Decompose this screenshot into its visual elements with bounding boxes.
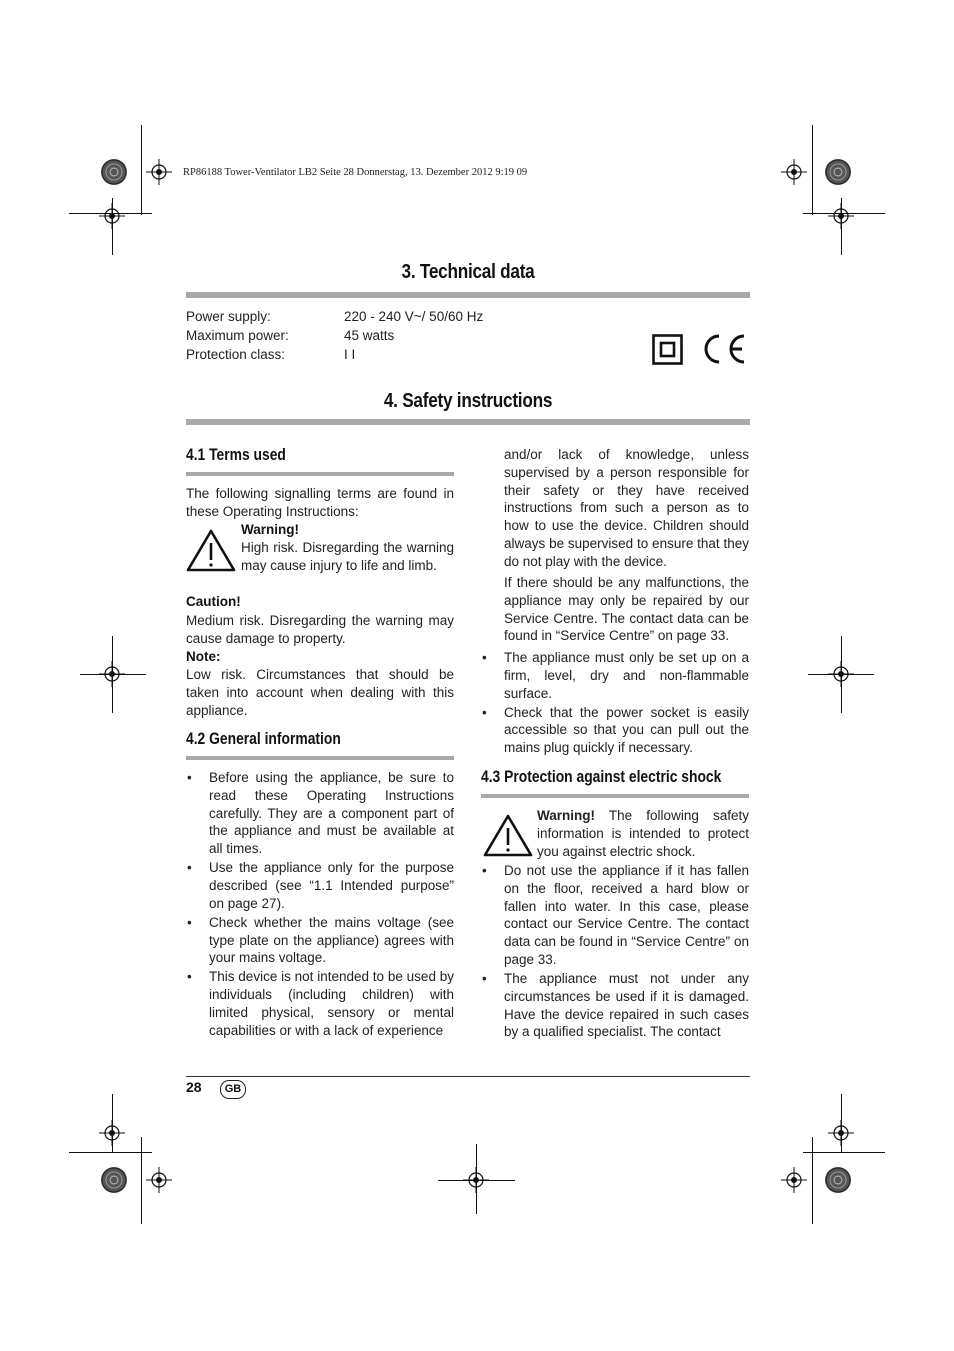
protection-class-ii-icon (652, 334, 684, 366)
tech-label: Maximum power: (186, 328, 289, 343)
warning-text: High risk. Disregarding the warning may cause injury to life and limb. (241, 540, 454, 573)
tech-value: 45 watts (344, 328, 395, 343)
terms-intro: The following signalling terms are found in these Operating Instructions: (186, 486, 454, 519)
ce-mark-icon (701, 333, 747, 365)
warning-triangle-icon (186, 528, 236, 572)
list-item: • Before using the appliance, be sure to read these Operating Instructions carefully. They are a component part of the appliance and must be available at all times. (187, 770, 454, 857)
note-text: Low risk. Circumstances that should be taken into account when dealing with this appliance. (186, 667, 454, 718)
tech-value: 220 - 240 V~/ 50/60 Hz (344, 309, 484, 324)
language-badge: GB (220, 1080, 246, 1099)
section-4-rule (186, 419, 750, 425)
list-item: • Check whether the mains voltage (see type plate on the appliance) agrees with your mains voltage. (187, 914, 454, 966)
page-number: 28 (186, 1079, 202, 1095)
shock-list (481, 862, 749, 1042)
section-4-title: 4. Safety instructions (383, 390, 553, 412)
warning-triangle-icon (483, 813, 533, 857)
subsection-4-3-title: 4.3 Protection against electric shock (481, 768, 722, 786)
subsection-4-2-rule (186, 756, 454, 760)
general-info-list (186, 769, 454, 1041)
note-label: Note: (186, 649, 221, 664)
shock-warning-text: The following safety information is intended to protect you against electric shock. (537, 808, 749, 859)
section-3-rule (186, 292, 750, 298)
tech-label: Power supply: (186, 309, 271, 324)
subsection-4-1-rule (186, 472, 454, 476)
subsection-4-3-rule (481, 794, 749, 798)
malfunction-paragraph: If there should be any malfunctions, the appliance may only be repaired by our Service Centre. The contact data can be found in “Service Centre” on page 33. (504, 575, 749, 644)
tech-value: I I (344, 347, 356, 362)
printer-slug-line: RP86188 Tower-Ventilator LB2 Seite 28 Donnerstag, 13. Dezember 2012 9:19 09 (183, 167, 528, 178)
caution-text: Medium risk. Disregarding the warning may cause damage to property. (186, 613, 454, 646)
caution-label: Caution! (186, 594, 241, 609)
setup-list (481, 649, 749, 758)
general-info-continuation: and/or lack of knowledge, unless supervised by a person responsible for their safety or they have received instructions from such a person as to how to use the device. Children should always be supervised to ensure that they do not play with the device. (504, 447, 749, 569)
list-item: • Do not use the appliance if it has fallen on the floor, received a hard blow or fallen into water. In this case, please contact our Service Centre. The contact data can be found in “Service Centre” on page 33. (482, 863, 749, 967)
list-item: • The appliance must not under any circumstances be used if it is damaged. Have the device repaired in such cases by a qualified specialist. The contact (482, 970, 749, 1040)
section-3-title: 3. Technical data (401, 261, 535, 283)
shock-warning (537, 807, 749, 860)
warning-label: Warning! (537, 808, 595, 823)
list-item: • The appliance must only be set up on a firm, level, dry and non-flammable surface. (482, 650, 749, 701)
warning-label: Warning! (241, 522, 299, 537)
list-item: • This device is not intended to be used by individuals (including children) with limited physical, sensory or mental capabilities or with a lack of experience (187, 969, 454, 1038)
subsection-4-2-title: 4.2 General information (186, 730, 341, 748)
list-item: • Use the appliance only for the purpose described (see “1.1 Intended purpose” on page 27). (187, 860, 454, 911)
subsection-4-1-title: 4.1 Terms used (186, 446, 286, 464)
list-item: • Check that the power socket is easily accessible so that you can pull out the mains plug quickly if necessary. (482, 704, 749, 756)
tech-label: Protection class: (186, 347, 286, 362)
footer-rule (186, 1076, 750, 1077)
